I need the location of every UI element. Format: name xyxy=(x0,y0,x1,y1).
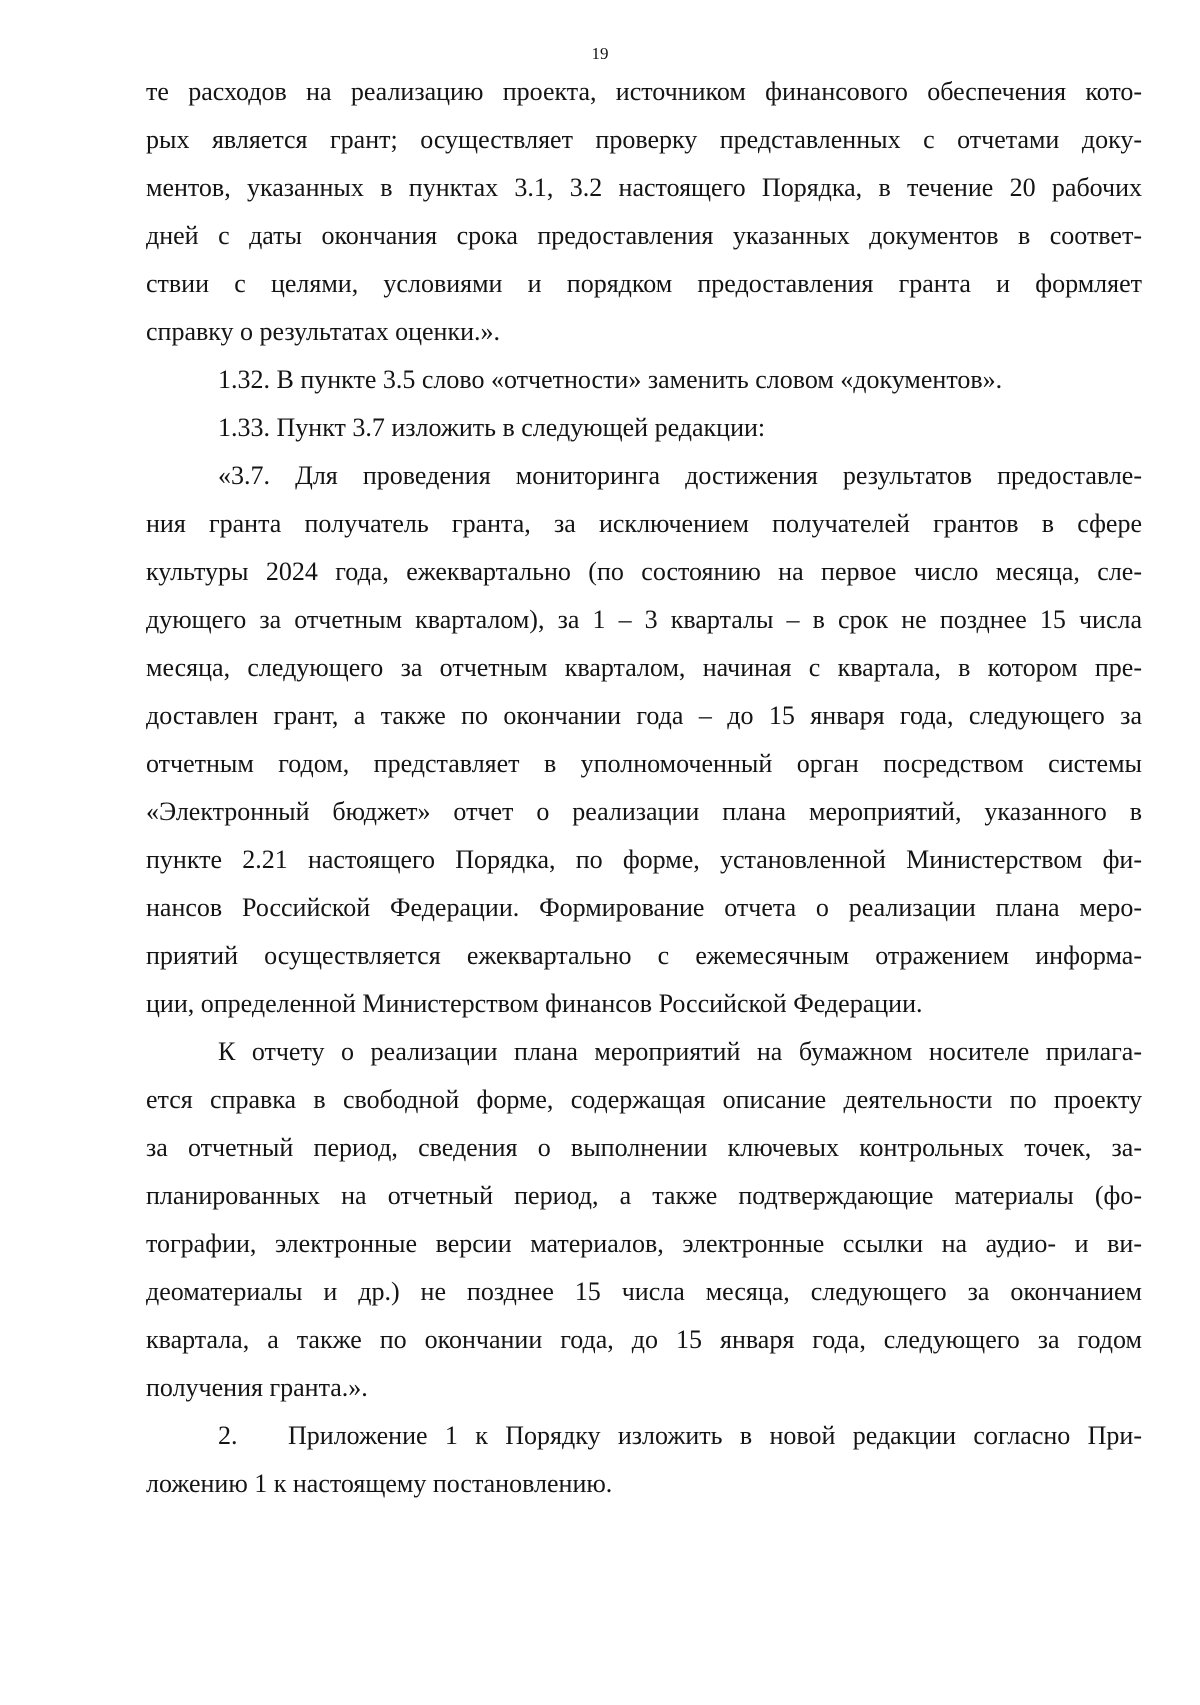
text-line: пункте 2.21 настоящего Порядка, по форме, установленной Министерством фи- xyxy=(146,845,1142,874)
text-line: приятий осуществляется ежеквартально с ежемесячным отражением информа- xyxy=(146,941,1142,970)
text-line: ния гранта получатель гранта, за исключением получателей грантов в сфере xyxy=(146,509,1142,538)
item-number: 2. xyxy=(218,1421,238,1450)
text-line: получения гранта.». xyxy=(146,1373,368,1402)
text-line: ется справка в свободной форме, содержащая описание деятельности по проекту xyxy=(146,1085,1142,1114)
paragraph-1-33 xyxy=(146,404,1142,452)
text-line: ции, определенной Министерством финансов Российской Федерации. xyxy=(146,989,923,1018)
text-line: за отчетный период, сведения о выполнении ключевых контрольных точек, за- xyxy=(146,1133,1142,1162)
text-line: К отчету о реализации плана мероприятий на бумажном носителе прилага- xyxy=(218,1037,1142,1066)
paragraph-item-2 xyxy=(146,1412,1142,1508)
text-line: планированных на отчетный период, а также подтверждающие материалы (фо- xyxy=(146,1181,1142,1210)
numbered-line xyxy=(146,1412,1142,1460)
text-line: дней с даты окончания срока предоставления указанных документов в соответ- xyxy=(146,221,1142,250)
text-line: дующего за отчетным кварталом), за 1 – 3 кварталы – в срок не позднее 15 числа xyxy=(146,605,1142,634)
text-line: ствии с целями, условиями и порядком предоставления гранта и формляет xyxy=(146,269,1142,298)
text-line: 1.32. В пункте 3.5 слово «отчетности» заменить словом «документов». xyxy=(218,365,1003,394)
text-line: «3.7. Для проведения мониторинга достижения результатов предоставле- xyxy=(218,461,1142,490)
text-line: Приложение 1 к Порядку изложить в новой редакции согласно При- xyxy=(288,1421,1142,1450)
text-line: ложению 1 к настоящему постановлению. xyxy=(146,1469,613,1498)
paragraph-continuation xyxy=(146,68,1142,356)
text-line: «Электронный бюджет» отчет о реализации плана мероприятий, указанного в xyxy=(146,797,1142,826)
text-line: деоматериалы и др.) не позднее 15 числа месяца, следующего за окончанием xyxy=(146,1277,1142,1306)
text-line: квартала, а также по окончании года, до 15 января года, следующего за годом xyxy=(146,1325,1142,1354)
text-line: доставлен грант, а также по окончании года – до 15 января года, следующего за xyxy=(146,701,1142,730)
text-line: нансов Российской Федерации. Формирование отчета о реализации плана меро- xyxy=(146,893,1142,922)
text-line: рых является грант; осуществляет проверку представленных с отчетами доку- xyxy=(146,125,1142,154)
text-line: 1.33. Пункт 3.7 изложить в следующей редакции: xyxy=(218,413,766,442)
text-line: тографии, электронные версии материалов, электронные ссылки на аудио- и ви- xyxy=(146,1229,1142,1258)
paragraph-report-attachment xyxy=(146,1028,1142,1412)
text-line: отчетным годом, представляет в уполномоченный орган посредством системы xyxy=(146,749,1142,778)
paragraph-3-7 xyxy=(146,452,1142,1028)
page-number: 19 xyxy=(591,44,609,63)
text-line: справку о результатах оценки.». xyxy=(146,317,500,346)
paragraph-1-32 xyxy=(146,356,1142,404)
text-line: месяца, следующего за отчетным кварталом, начиная с квартала, в котором пре- xyxy=(146,653,1142,682)
text-line: культуры 2024 года, ежеквартально (по состоянию на первое число месяца, сле- xyxy=(146,557,1142,586)
text-line: ментов, указанных в пунктах 3.1, 3.2 настоящего Порядка, в течение 20 рабочих xyxy=(146,173,1142,202)
document-body xyxy=(146,68,1142,1508)
text-line: те расходов на реализацию проекта, источником финансового обеспечения кото- xyxy=(146,77,1142,106)
